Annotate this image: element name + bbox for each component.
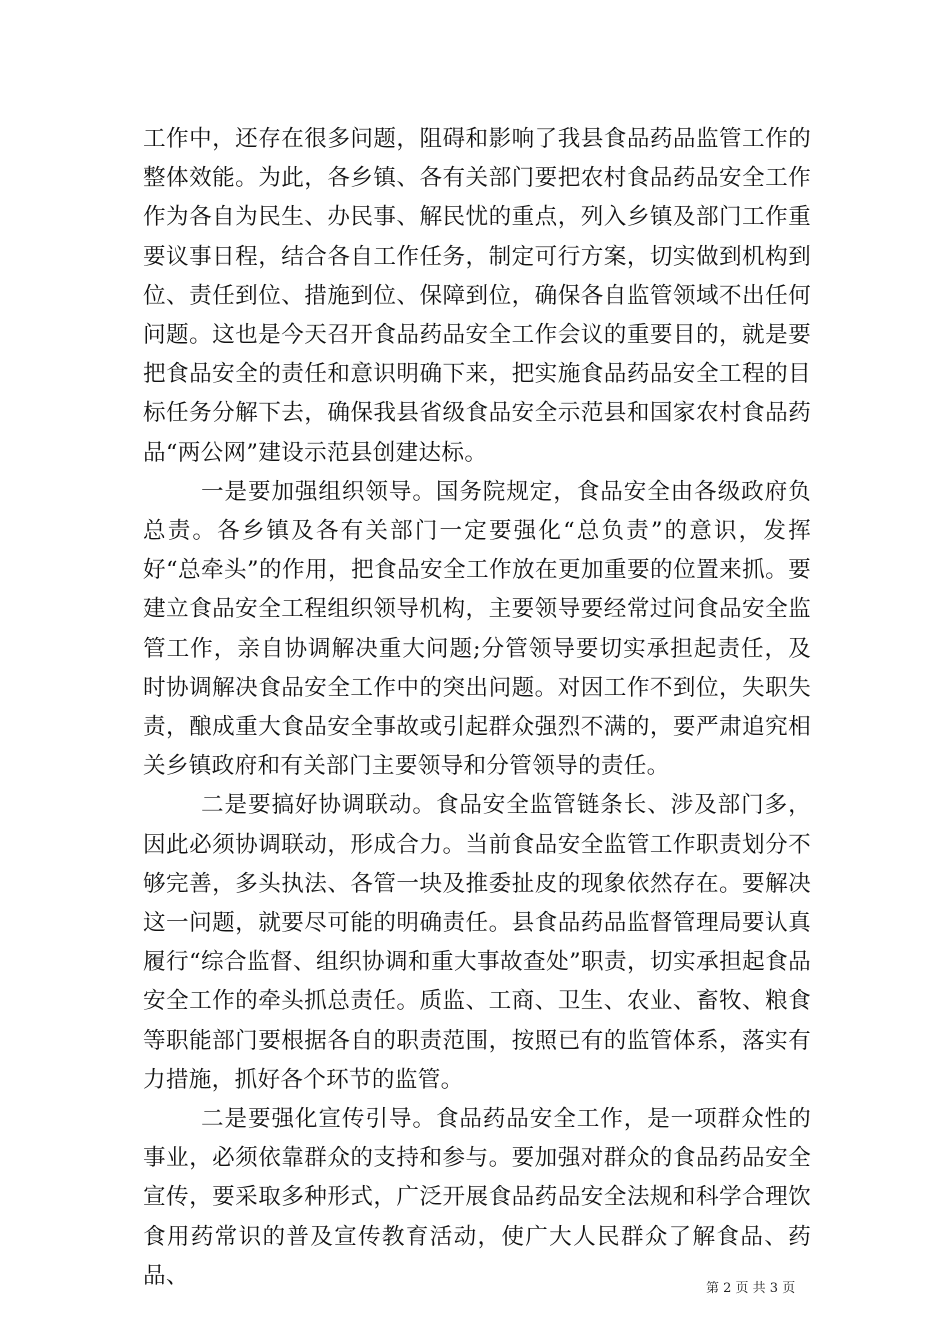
- page-number-footer: 第 2 页 共 3 页: [706, 1281, 796, 1296]
- paragraph-continuation: 工作中，还存在很多问题，阻碍和影响了我县食品药品监管工作的整体效能。为此，各乡镇、各有关部门要把农村食品药品安全工作作为各自为民生、办民事、解民忧的重点，列入乡镇及部门工作重要议事日程，结合各自工作任务，制定可行方案，切实做到机构到位、责任到位、措施到位、保障到位，确保各自监管领域不出任何问题。这也是今天召开食品药品安全工作会议的重要目的，就是要把食品安全的责任和意识明确下来，把实施食品药品安全工程的目标任务分解下去，确保我县省级食品安全示范县和国家农村食品药品“两公网”建设示范县创建达标。: [143, 126, 811, 466]
- paragraph-coordination: 二是要搞好协调联动。食品安全监管链条长、涉及部门多，因此必须协调联动，形成合力。当前食品安全监管工作职责划分不够完善，多头执法、各管一块及推委扯皮的现象依然存在。要解决这一问题，就要尽可能的明确责任。县食品药品监督管理局要认真履行“综合监督、组织协调和重大事故查处”职责，切实承担起食品安全工作的牵头抓总责任。质监、工商、卫生、农业、畜牧、粮食等职能部门要根据各自的职责范围，按照已有的监管体系，落实有力措施，抓好各个环节的监管。: [143, 792, 811, 1093]
- paragraph-organization-leadership: 一是要加强组织领导。国务院规定，食品安全由各级政府负总责。各乡镇及各有关部门一定要强化“总负责”的意识，发挥好“总牵头”的作用，把食品安全工作放在更加重要的位置来抓。要建立食品安全工程组织领导机构，主要领导要经常过问食品安全监管工作，亲自协调解决重大问题;分管领导要切实承担起责任，及时协调解决食品安全工作中的突出问题。对因工作不到位，失职失责，酿成重大食品安全事故或引起群众强烈不满的，要严肃追究相关乡镇政府和有关部门主要领导和分管领导的责任。: [143, 478, 811, 780]
- document-body: [143, 120, 811, 1296]
- paragraph-publicity: 二是要强化宣传引导。食品药品安全工作，是一项群众性的事业，必须依靠群众的支持和参与。要加强对群众的食品药品安全宣传，要采取多种形式，广泛开展食品药品安全法规和科学合理饮食用药常识的普及宣传教育活动，使广大人民群众了解食品、药品、: [143, 1106, 811, 1289]
